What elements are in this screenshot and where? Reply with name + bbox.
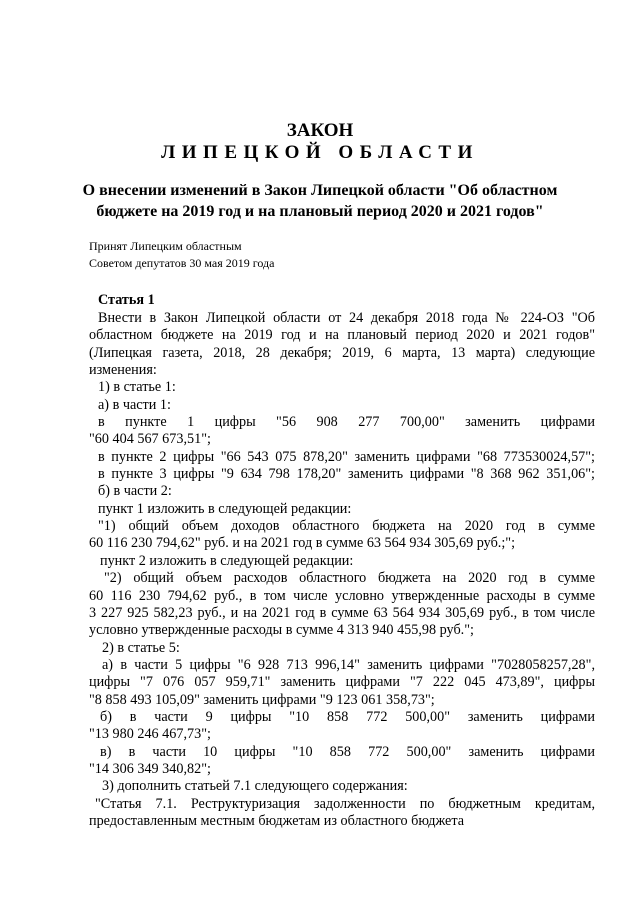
article-line: условно утвержденные расходы в сумме 4 313 940 455,98 руб."; xyxy=(89,622,474,638)
article-line: в пункте 2 цифры "66 543 075 878,20" заменить цифрами "68 773530024,57"; xyxy=(98,449,595,465)
article-line: (Липецкая газета, 2018, 28 декабря; 2019, 6 марта, 13 марта) следующие xyxy=(89,345,595,361)
article-heading: Статья 1 xyxy=(98,292,155,308)
article-line: 3) дополнить статьей 7.1 следующего содержания: xyxy=(102,778,408,794)
law-title: ЗАКОН xyxy=(286,120,354,141)
article-line: а) в части 5 цифры "6 928 713 996,14" заменить цифрами "7028058257,28", xyxy=(102,657,595,673)
article-line: 2) в статье 5: xyxy=(102,640,180,656)
article-line: пункт 2 изложить в следующей редакции: xyxy=(100,553,354,569)
article-line: "Статья 7.1. Реструктуризация задолженности по бюджетным кредитам, xyxy=(95,796,595,812)
article-line: "8 858 493 105,09" заменить цифрами "9 123 061 358,73"; xyxy=(89,692,435,708)
article-line: в пункте 1 цифры "56 908 277 700,00" заменить цифрами xyxy=(98,414,595,430)
law-subtitle-line1: О внесении изменений в Закон Липецкой области "Об областном xyxy=(82,182,558,199)
article-line: а) в части 1: xyxy=(98,397,171,413)
article-line: б) в части 9 цифры "10 858 772 500,00" заменить цифрами xyxy=(100,709,595,725)
article-line: цифры "7 076 057 959,71" заменить цифрами "7 222 045 473,89", цифры xyxy=(89,674,595,690)
article-line: 60 116 230 794,62" руб. и на 2021 год в сумме 63 564 934 305,69 руб.;"; xyxy=(89,535,516,551)
adopted-line2: Советом депутатов 30 мая 2019 года xyxy=(89,256,275,270)
article-line: областном бюджете на 2019 год и на плановый период 2020 и 2021 годов" xyxy=(89,327,595,343)
article-line: 1) в статье 1: xyxy=(98,379,176,395)
article-line: "1) общий объем доходов областного бюджета на 2020 год в сумме xyxy=(98,518,595,534)
article-line: пункт 1 изложить в следующей редакции: xyxy=(98,501,352,517)
adopted-line1: Принят Липецким областным xyxy=(89,239,242,253)
law-subtitle-line2: бюджете на 2019 год и на плановый период 2020 и 2021 годов" xyxy=(96,203,544,220)
article-line: в пункте 3 цифры "9 634 798 178,20" заменить цифрами "8 368 962 351,06"; xyxy=(98,466,595,482)
article-line: в) в части 10 цифры "10 858 772 500,00" заменить цифрами xyxy=(100,744,595,760)
article-line: 3 227 925 582,23 руб., и на 2021 год в сумме 63 564 934 305,69 руб., в том числе xyxy=(89,605,595,621)
region-title: ЛИПЕЦКОЙ ОБЛАСТИ xyxy=(161,142,479,163)
article-line: "2) общий объем расходов областного бюджета на 2020 год в сумме xyxy=(104,570,595,586)
article-line: "13 980 246 467,73"; xyxy=(89,726,211,742)
article-line: Внести в Закон Липецкой области от 24 декабря 2018 года № 224-ОЗ "Об xyxy=(98,310,595,326)
article-line: "14 306 349 340,82"; xyxy=(89,761,211,777)
article-line: изменения: xyxy=(89,362,157,378)
article-line: б) в части 2: xyxy=(98,483,172,499)
article-line: 60 116 230 794,62 руб., в том числе условно утвержденные расходы в сумме xyxy=(89,588,595,604)
article-line: предоставленным местным бюджетам из областного бюджета xyxy=(89,813,465,829)
article-line: "60 404 567 673,51"; xyxy=(89,431,211,447)
